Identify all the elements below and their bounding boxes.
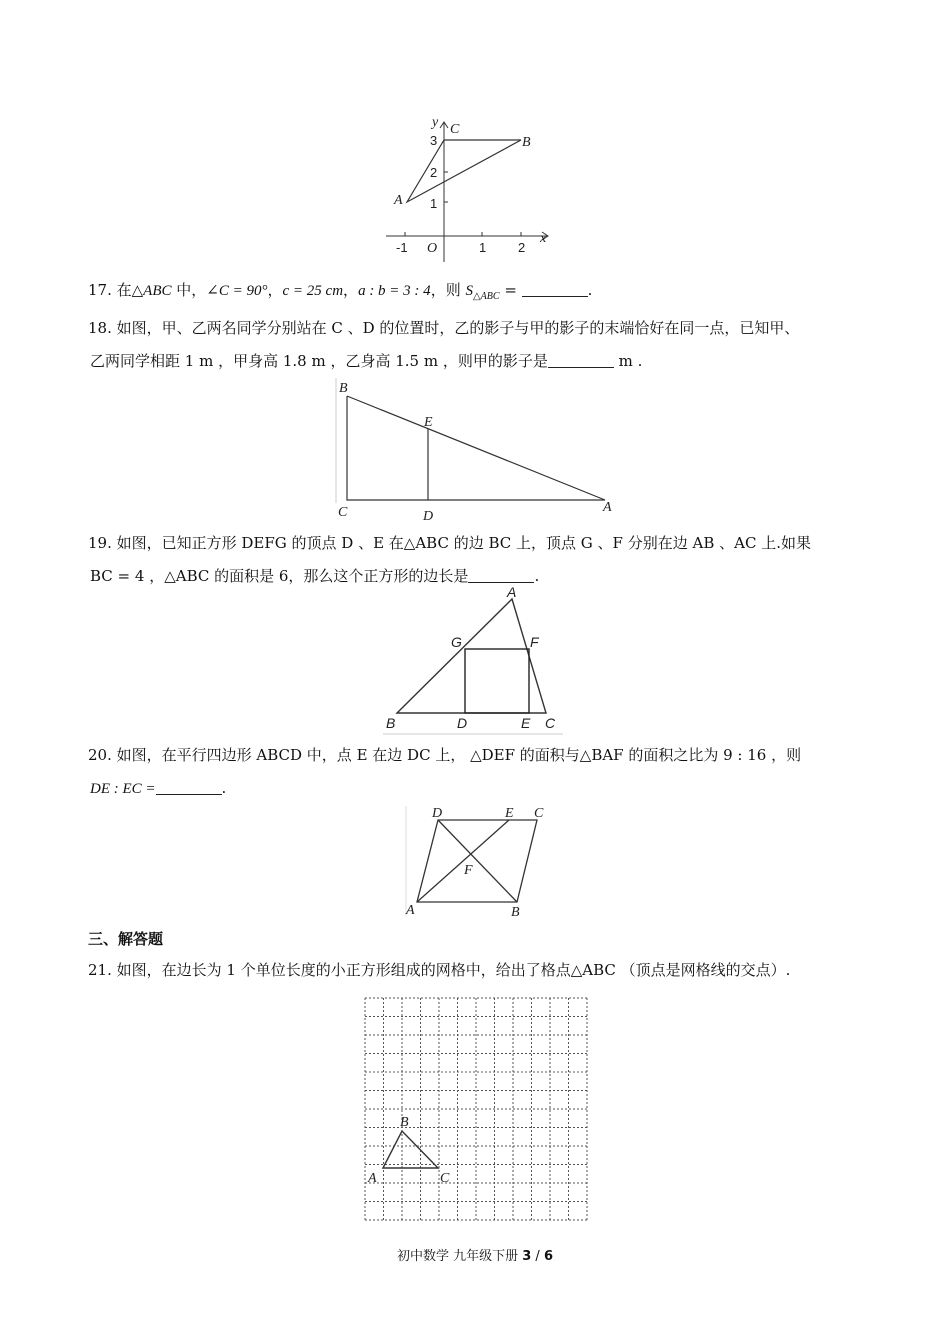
q17-sep2: ， <box>343 281 359 299</box>
q20-line1: 20. 如图，在平行四边形 ABCD 中，点 E 在边 DC 上， △DEF 的面积与△BAF 的面积之比为 9 : 16 ，则 <box>88 746 802 764</box>
origin-label: O <box>427 241 438 256</box>
x-tick-2: 2 <box>518 240 526 255</box>
section-heading: 三、解答题 <box>88 930 164 948</box>
q17-sep1: ， <box>267 281 283 299</box>
grid-lines <box>365 998 587 1220</box>
shadow-figure <box>330 378 620 523</box>
question-20 <box>88 739 868 806</box>
triangle-abc <box>407 140 521 202</box>
q17-end: . <box>587 281 593 299</box>
question-17 <box>88 274 868 313</box>
footer-text: 初中数学 九年级下册 <box>396 1249 523 1264</box>
answer-blank[interactable] <box>468 568 534 583</box>
y-tick-3: 3 <box>430 133 438 148</box>
grid-figure <box>362 996 594 1228</box>
label-d: D <box>457 715 468 731</box>
q18-line2: 乙两同学相距 1 m ，甲身高 1.8 m ，乙身高 1.5 m ，则甲的影子是 <box>90 352 548 370</box>
point-c-label: C <box>450 122 460 137</box>
q18-line1: 18. 如图，甲、乙两名同学分别站在 C 、D 的位置时，乙的影子与甲的影子的末端恰好在同一点，已知甲、 <box>88 319 800 337</box>
q17-prefix: 17. 在△ <box>88 281 144 299</box>
q19-line2: BC = 4 ，△ABC 的面积是 6，那么这个正方形的边长是 <box>90 567 469 585</box>
answer-blank[interactable] <box>548 353 614 368</box>
point-b-label: B <box>522 135 531 150</box>
point-a-label: A <box>394 193 403 208</box>
question-19 <box>88 527 868 593</box>
q17-side-c: c = 25 cm <box>282 283 344 299</box>
y-tick-2: 2 <box>430 165 438 180</box>
x-tick-neg1: -1 <box>396 240 408 255</box>
x-axis-label: x <box>540 231 547 246</box>
label-c: C <box>440 1171 450 1186</box>
label-d: D <box>423 509 434 524</box>
square-in-triangle-figure <box>383 585 568 735</box>
q17-ratio: a : b = 3 : 4 <box>358 283 431 299</box>
question-21 <box>88 954 868 987</box>
triangle-abc <box>383 1131 438 1168</box>
q20-line2-end: . <box>221 779 227 797</box>
q17-triangle: ABC <box>143 283 172 299</box>
q17-mid2: ，则 <box>430 281 466 299</box>
label-c: C <box>545 715 556 731</box>
q19-line2-end: . <box>534 567 540 585</box>
x-tick-1: 1 <box>479 240 487 255</box>
q17-angle: ∠C = 90° <box>206 283 268 299</box>
answer-blank[interactable] <box>522 282 588 297</box>
label-e: E <box>505 806 514 821</box>
q18-line2-end: m . <box>613 352 643 370</box>
label-b: B <box>511 905 520 920</box>
label-a: A <box>603 500 612 515</box>
label-b: B <box>386 715 396 731</box>
label-f: F <box>530 634 539 650</box>
label-a: A <box>368 1171 377 1186</box>
label-g: G <box>451 634 462 650</box>
label-b: B <box>400 1115 409 1130</box>
question-18 <box>88 312 868 378</box>
q17-area: S <box>465 283 473 299</box>
q21-line1: 21. 如图，在边长为 1 个单位长度的小正方形组成的网格中，给出了格点△ABC （顶点是网格线的交点）. <box>88 961 791 979</box>
q17-mid1: 中， <box>171 281 207 299</box>
parallelogram-figure <box>400 800 550 920</box>
label-a: A <box>507 584 517 600</box>
label-a: A <box>406 903 415 918</box>
q19-line1: 19. 如图，已知正方形 DEFG 的顶点 D 、E 在△ABC 的边 BC 上，顶点 G 、F 分别在边 AB 、AC 上.如果 <box>88 534 811 552</box>
label-e: E <box>424 415 433 430</box>
y-axis-label: y <box>432 115 439 130</box>
q20-line2: DE : EC = <box>90 781 156 797</box>
coordinate-figure <box>380 112 570 267</box>
y-tick-1: 1 <box>430 196 438 211</box>
answer-blank[interactable] <box>156 780 222 795</box>
label-f: F <box>464 863 473 878</box>
label-b: B <box>339 381 348 396</box>
q17-eq: = <box>499 281 522 299</box>
label-c: C <box>534 806 544 821</box>
page-footer <box>0 1245 950 1264</box>
footer-total: 6 <box>543 1249 553 1264</box>
footer-sep: / <box>531 1249 544 1264</box>
q17-area-sub: △ABC <box>472 291 500 302</box>
label-d: D <box>432 806 443 821</box>
label-c: C <box>338 505 348 520</box>
footer-page: 3 <box>522 1249 532 1264</box>
label-e: E <box>521 715 531 731</box>
